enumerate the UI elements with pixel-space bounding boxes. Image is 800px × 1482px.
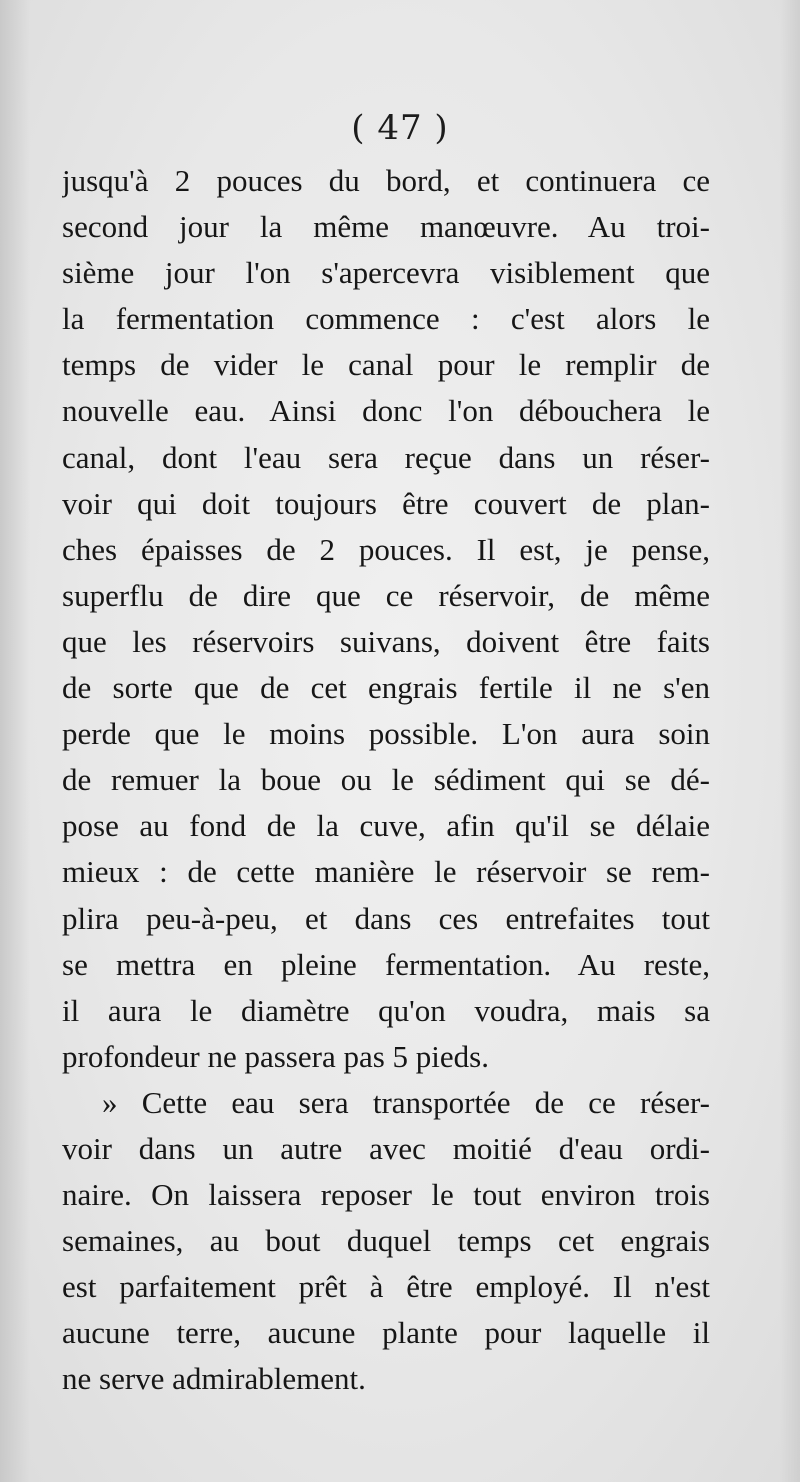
text-line: perde que le moins possible. L'on aura soin xyxy=(62,716,710,752)
text-line: nouvelle eau. Ainsi donc l'on débouchera le xyxy=(62,393,710,429)
text-line: plira peu-à-peu, et dans ces entrefaites tout xyxy=(62,900,710,936)
text-line: temps de vider le canal pour le remplir de xyxy=(62,347,710,383)
page-edge-shadow-right xyxy=(780,0,800,1482)
text-line: superflu de dire que ce réservoir, de même xyxy=(62,577,710,613)
text-line: jusqu'à 2 pouces du bord, et continuera ce xyxy=(62,163,710,198)
text-line: pose au fond de la cuve, afin qu'il se délaie xyxy=(62,808,710,844)
text-line: canal, dont l'eau sera reçue dans un réser- xyxy=(62,439,710,475)
text-line: il aura le diamètre qu'on voudra, mais sa xyxy=(62,992,710,1028)
text-line: semaines, au bout duquel temps cet engrais xyxy=(62,1223,710,1259)
page-edge-shadow-left xyxy=(0,0,30,1482)
text-line: la fermentation commence : c'est alors le xyxy=(62,301,710,337)
paragraph-end-line: ne serve admirablement. xyxy=(62,1361,366,1397)
text-line: est parfaitement prêt à être employé. Il n'est xyxy=(62,1269,710,1305)
text-line: se mettra en pleine fermentation. Au reste, xyxy=(62,946,710,982)
text-line: que les réservoirs suivans, doivent être faits xyxy=(62,623,710,659)
text-line: voir qui doit toujours être couvert de plan- xyxy=(62,485,710,521)
body-text xyxy=(62,158,710,1403)
text-line: naire. On laissera reposer le tout environ trois xyxy=(62,1177,710,1213)
text-line: aucune terre, aucune plante pour laquelle il xyxy=(62,1315,710,1351)
text-line: sième jour l'on s'apercevra visiblement que xyxy=(62,255,710,291)
paragraph-start-line: » Cette eau sera transportée de ce réser- xyxy=(102,1084,710,1120)
text-line: mieux : de cette manière le réservoir se rem- xyxy=(62,854,710,890)
text-line: de remuer la boue ou le sédiment qui se dé- xyxy=(62,762,710,798)
text-line: ches épaisses de 2 pouces. Il est, je pense, xyxy=(62,531,710,567)
text-line: de sorte que de cet engrais fertile il ne s'en xyxy=(62,670,710,706)
text-line: second jour la même manœuvre. Au troi- xyxy=(62,209,710,245)
paragraph-end-line: profondeur ne passera pas 5 pieds. xyxy=(62,1038,489,1074)
page-number: ( 47 ) xyxy=(351,108,449,148)
text-line: voir dans un autre avec moitié d'eau ordi- xyxy=(62,1130,710,1166)
